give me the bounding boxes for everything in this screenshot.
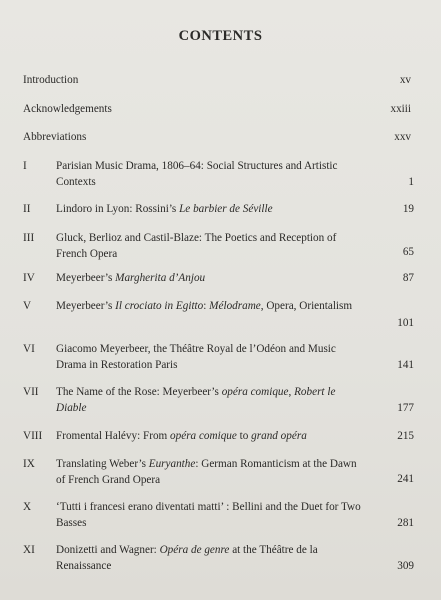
chapter-title xyxy=(56,158,361,190)
front-matter-introduction xyxy=(23,74,411,86)
chapter-page: 241 xyxy=(397,473,414,485)
chapter-title-part: Gluck, Berlioz and Castil-Blaze: The Poetics and Reception of French Opera xyxy=(56,232,337,260)
chapter-title-part: Meyerbeer’s xyxy=(56,272,116,284)
chapter-title-part: to xyxy=(236,430,252,442)
front-matter-label: Abbreviations xyxy=(23,131,87,143)
chapter-title xyxy=(56,341,361,373)
chapter-number: X xyxy=(23,501,32,513)
front-matter-acknowledgements xyxy=(23,103,411,115)
chapter-number: VII xyxy=(23,386,39,398)
chapter-title-part: at the Théâtre de la Renaissance xyxy=(56,544,318,572)
page-title: CONTENTS xyxy=(178,28,263,44)
chapter-title-part: Euryanthe xyxy=(148,458,196,470)
chapter-title-part: opéra comique xyxy=(170,430,237,442)
chapter-number: V xyxy=(23,300,32,312)
chapter-page: 87 xyxy=(402,272,414,284)
chapter-page: 215 xyxy=(397,430,414,442)
chapter-title xyxy=(56,542,361,574)
front-matter-page: xxiii xyxy=(390,103,411,115)
chapter-title-part: Mélodrame xyxy=(209,300,261,312)
chapter-number: IV xyxy=(23,272,35,284)
chapter-number: VIII xyxy=(23,430,43,442)
chapter-title-part: Donizetti and Wagner: xyxy=(56,544,160,556)
chapter-title-part: Fromental Halévy: From xyxy=(56,430,171,442)
chapter-title-part: Giacomo Meyerbeer, the Théâtre Royal de l’Odéon and Music Drama in Restoration Paris xyxy=(56,343,336,371)
chapter-page: 309 xyxy=(397,560,414,572)
chapter-number: III xyxy=(23,232,35,244)
chapter-number: IX xyxy=(23,458,35,470)
chapter-title-part: : xyxy=(203,300,210,312)
chapter-title-part: Le barbier de Séville xyxy=(179,203,273,215)
chapter-number: VI xyxy=(23,343,35,355)
chapter-title-part: Opéra de genre xyxy=(159,544,230,556)
front-matter-label: Introduction xyxy=(23,74,79,86)
chapter-number: I xyxy=(23,160,27,172)
chapter-title-part: Parisian Music Drama, 1806–64: Social Structures and Artistic Contexts xyxy=(56,160,338,188)
chapter-title-part: Il crociato in Egitto xyxy=(115,300,204,312)
chapter-title-part: Robert le Diable xyxy=(56,386,336,414)
chapter-title xyxy=(56,428,361,444)
chapter-title xyxy=(56,384,361,416)
chapter-title-part: , Opera, Orientalism xyxy=(260,300,353,312)
chapter-title xyxy=(56,456,361,488)
chapter-page: 1 xyxy=(408,176,414,188)
chapter-title-part: opéra comique xyxy=(221,386,289,398)
chapter-title xyxy=(56,270,361,286)
chapter-page: 19 xyxy=(402,203,414,215)
chapter-title xyxy=(56,201,361,217)
chapter-title-part: ‘Tutti i francesi erano diventati matti’ : Bellini and the Duet for Two Basses xyxy=(56,501,361,529)
chapter-page: 141 xyxy=(397,359,414,371)
chapter-page: 101 xyxy=(397,317,414,329)
chapter-title xyxy=(56,499,361,531)
chapter-title-part: Lindoro in Lyon: Rossini’s xyxy=(56,203,180,215)
front-matter-abbreviations xyxy=(23,131,411,143)
front-matter-page: xv xyxy=(399,74,411,86)
chapter-title xyxy=(56,298,361,314)
chapter-title-part: grand opéra xyxy=(251,430,307,442)
chapter-title-part: The Name of the Rose: Meyerbeer’s xyxy=(56,386,222,398)
front-matter-page: xxv xyxy=(394,131,411,143)
chapter-page: 65 xyxy=(402,246,414,258)
chapter-title-part: Meyerbeer’s xyxy=(56,300,116,312)
chapter-title-part: Margherita d’Anjou xyxy=(115,272,206,284)
chapter-number: II xyxy=(23,203,31,215)
chapter-title-part: , xyxy=(288,386,295,398)
chapter-title-part: : German Romanticism at the Dawn of French Grand Opera xyxy=(56,458,357,486)
chapter-page: 177 xyxy=(397,402,414,414)
front-matter-label: Acknowledgements xyxy=(23,103,112,115)
chapter-title-part: Translating Weber’s xyxy=(56,458,149,470)
chapter-title xyxy=(56,230,361,262)
chapter-number: XI xyxy=(23,544,35,556)
chapter-page: 281 xyxy=(397,517,414,529)
